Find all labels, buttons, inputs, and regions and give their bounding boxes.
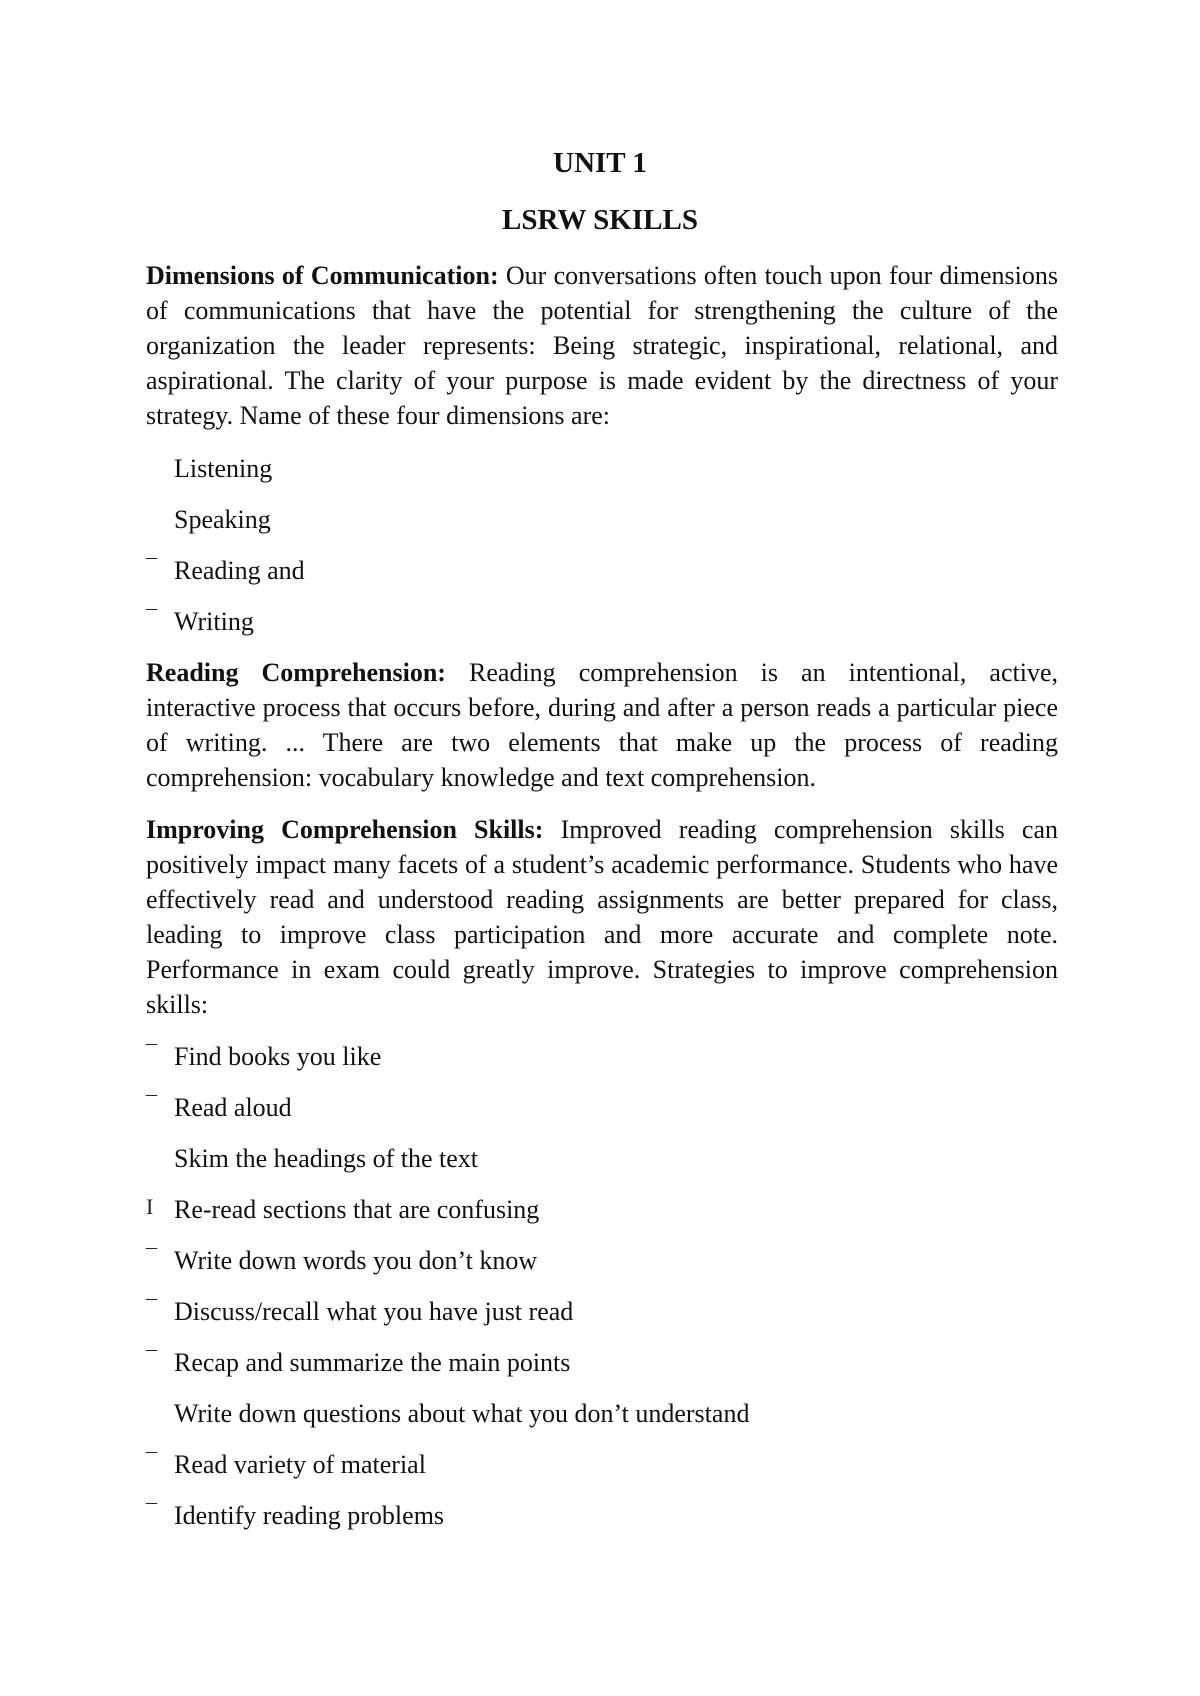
list-item-text: Write down words you don’t know (174, 1246, 538, 1275)
strategies-list (146, 1039, 1058, 1549)
bullet-mark: I (146, 1194, 154, 1219)
list-item (146, 1192, 1058, 1243)
list-item-text: Writing (174, 607, 254, 636)
dimensions-list (146, 451, 1058, 655)
list-item (146, 604, 1058, 655)
improving-skills-paragraph (146, 812, 1058, 1022)
bullet-mark: ¯ (146, 606, 157, 631)
list-item-text: Re-read sections that are confusing (174, 1195, 540, 1224)
list-item-text: Read variety of material (174, 1450, 426, 1479)
list-item-text: Read aloud (174, 1093, 292, 1122)
list-item (146, 1141, 1058, 1192)
dimensions-heading: Dimensions of Communication: (146, 261, 499, 290)
bullet-mark: ¯ (146, 555, 157, 580)
bullet-mark: ¯ (146, 1296, 157, 1321)
bullet-mark: ¯ (146, 1041, 157, 1066)
list-item (146, 1243, 1058, 1294)
improving-skills-heading: Improving Comprehension Skills: (146, 815, 544, 844)
reading-comprehension-text: Reading comprehension is an intentional, active, interactive process that occurs before, during and after a person reads a particular piece of writing. ... There are two elements that make up the process of reading comprehension: vocabulary knowledge and text comprehension. (146, 658, 1058, 792)
list-item-text: Listening (174, 454, 273, 483)
list-item-text: Reading and (174, 556, 305, 585)
bullet-mark: ¯ (146, 1092, 157, 1117)
list-item-text: Discuss/recall what you have just read (174, 1297, 574, 1326)
reading-comprehension-paragraph (146, 655, 1058, 795)
list-item (146, 553, 1058, 604)
dimensions-paragraph (146, 258, 1058, 433)
list-item (146, 1396, 1058, 1447)
list-item-text: Write down questions about what you don’t understand (174, 1399, 750, 1428)
dimensions-text: Our conversations often touch upon four dimensions of communications that have the potential for strengthening the culture of the organization the leader represents: Being strategic, inspirational, relational, and aspirational. The clarity of your purpose is made evident by the directness of your strategy. Name of these four dimensions are: (146, 261, 1058, 430)
list-item (146, 451, 1058, 502)
list-item (146, 1498, 1058, 1549)
document-title: LSRW SKILLS (502, 204, 698, 236)
unit-heading: UNIT 1 (553, 147, 647, 179)
list-item (146, 1345, 1058, 1396)
list-item-text: Recap and summarize the main points (174, 1348, 571, 1377)
improving-skills-text: Improved reading comprehension skills can positively impact many facets of a student’s academic performance. Students who have effectively read and understood reading assignments are better prepared for class, leading to improve class participation and more accurate and complete note. Performance in exam could greatly improve. Strategies to improve comprehension skills: (146, 815, 1059, 1019)
list-item-text: Speaking (174, 505, 271, 534)
list-item (146, 1294, 1058, 1345)
bullet-mark: ¯ (146, 1500, 157, 1525)
bullet-mark: ¯ (146, 1347, 157, 1372)
list-item (146, 1447, 1058, 1498)
list-item (146, 502, 1058, 553)
list-item-text: Find books you like (174, 1042, 382, 1071)
list-item-text: Identify reading problems (174, 1501, 445, 1530)
list-item (146, 1039, 1058, 1090)
reading-comprehension-heading: Reading Comprehension: (146, 658, 446, 687)
list-item (146, 1090, 1058, 1141)
bullet-mark: ¯ (146, 1449, 157, 1474)
list-item-text: Skim the headings of the text (174, 1144, 479, 1173)
bullet-mark: ¯ (146, 1245, 157, 1270)
